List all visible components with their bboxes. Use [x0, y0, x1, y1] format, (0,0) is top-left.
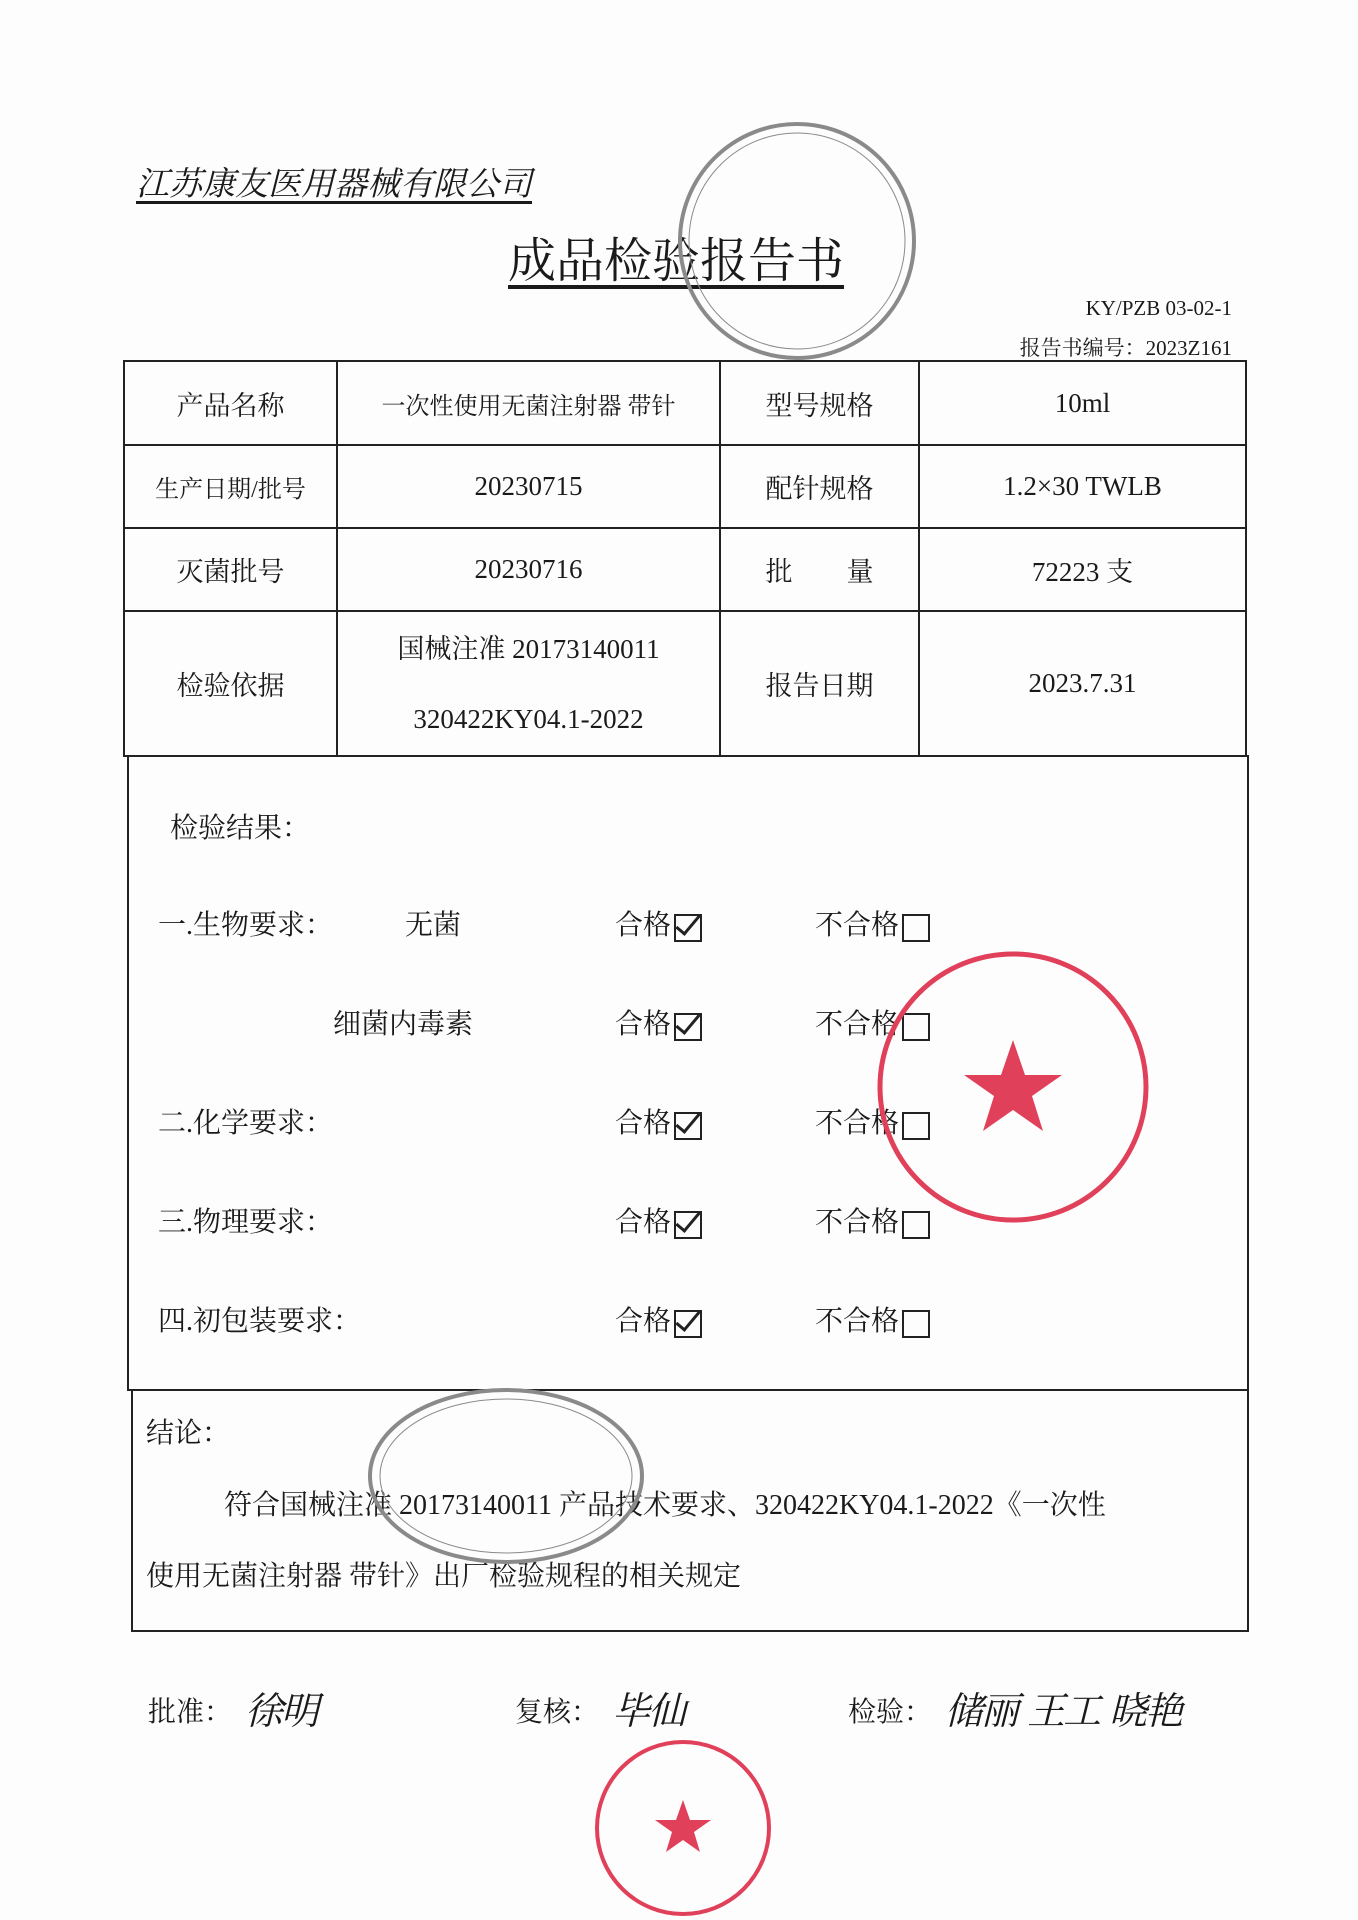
result-category-label: 三.物理要求： [158, 1207, 334, 1238]
quality-red-stamp [597, 1742, 769, 1914]
basis-value [337, 611, 720, 756]
star-icon [655, 1800, 711, 1852]
fail-label: 不合格 [815, 1207, 900, 1238]
checkbox-icon[interactable] [902, 914, 930, 942]
pass-label: 合格 [615, 1108, 672, 1139]
fail-checkbox [815, 1299, 930, 1339]
result-item-label: 细菌内毒素 [333, 1009, 474, 1040]
steril-value: 20230716 [337, 528, 720, 611]
fail-label: 不合格 [815, 1009, 900, 1040]
model-label: 型号规格 [720, 361, 919, 445]
result-category-label: 二.化学要求： [158, 1108, 334, 1139]
result-item-label: 无菌 [405, 910, 462, 941]
document-title: 成品检验报告书 [508, 235, 845, 288]
checkbox-icon[interactable] [674, 1013, 702, 1041]
product-name-value: 一次性使用无菌注射器 带针 [337, 361, 720, 445]
model-value: 10ml [919, 361, 1246, 445]
fail-checkbox [815, 903, 930, 943]
conclusion-line-2: 使用无菌注射器 带针》出厂检验规程的相关规定 [146, 1561, 742, 1592]
inspect-label: 检验： [848, 1697, 933, 1728]
pass-checkbox [615, 1299, 702, 1339]
results-title: 检验结果： [170, 813, 311, 844]
quantity-label: 批 量 [720, 528, 919, 611]
report-number-label: 报告书编号： [1019, 336, 1146, 360]
report-date-label: 报告日期 [720, 611, 919, 756]
product-info-table [123, 360, 1247, 757]
pass-checkbox [615, 1101, 702, 1141]
pass-label: 合格 [615, 1306, 672, 1337]
basis-line-1: 国械注准 20173140011 [397, 633, 660, 664]
checkbox-icon[interactable] [674, 1112, 702, 1140]
checkbox-icon[interactable] [902, 1112, 930, 1140]
pass-checkbox [615, 903, 702, 943]
conclusion-label: 结论： [146, 1418, 231, 1449]
fail-checkbox [815, 1101, 930, 1141]
report-number-value: 2023Z161 [1145, 336, 1232, 360]
steril-label: 灭菌批号 [124, 528, 337, 611]
fail-label: 不合格 [815, 1108, 900, 1139]
checkbox-icon[interactable] [902, 1211, 930, 1239]
checkbox-icon[interactable] [674, 1310, 702, 1338]
results-section [127, 755, 1249, 1391]
result-category-label: 一.生物要求： [158, 910, 334, 941]
checkbox-icon[interactable] [902, 1013, 930, 1041]
result-category-label: 四.初包装要求： [158, 1306, 362, 1337]
fail-checkbox [815, 1002, 930, 1042]
pass-label: 合格 [615, 1207, 672, 1238]
pass-label: 合格 [615, 1009, 672, 1040]
form-code: KY/PZB 03-02-1 [1085, 296, 1232, 320]
approve-label: 批准： [148, 1697, 233, 1728]
pass-label: 合格 [615, 910, 672, 941]
company-name: 江苏康友医用器械有限公司 [136, 167, 532, 203]
checkbox-icon[interactable] [902, 1310, 930, 1338]
pass-checkbox [615, 1200, 702, 1240]
needle-label: 配针规格 [720, 445, 919, 528]
date-batch-label: 生产日期/批号 [124, 445, 337, 528]
pass-checkbox [615, 1002, 702, 1042]
conclusion-line-1: 符合国械注准 20173140011 产品技术要求、320422KY04.1-2022《一次性 [224, 1490, 1106, 1521]
fail-checkbox [815, 1200, 930, 1240]
report-number [1020, 332, 1232, 362]
checkbox-icon[interactable] [674, 914, 702, 942]
review-signature: 毕仙 [612, 1689, 685, 1733]
checkbox-icon[interactable] [674, 1211, 702, 1239]
approve-signature: 徐明 [245, 1689, 318, 1733]
quantity-value: 72223 支 [919, 528, 1246, 611]
review-label: 复核： [515, 1697, 600, 1728]
basis-label: 检验依据 [124, 611, 337, 756]
basis-line-2: 320422KY04.1-2022 [413, 703, 644, 734]
needle-value: 1.2×30 TWLB [919, 445, 1246, 528]
inspect-signature: 储丽 王工 晓艳 [945, 1689, 1182, 1733]
report-date-value: 2023.7.31 [919, 611, 1246, 756]
fail-label: 不合格 [815, 910, 900, 941]
product-name-label: 产品名称 [124, 361, 337, 445]
date-batch-value: 20230715 [337, 445, 720, 528]
fail-label: 不合格 [815, 1306, 900, 1337]
